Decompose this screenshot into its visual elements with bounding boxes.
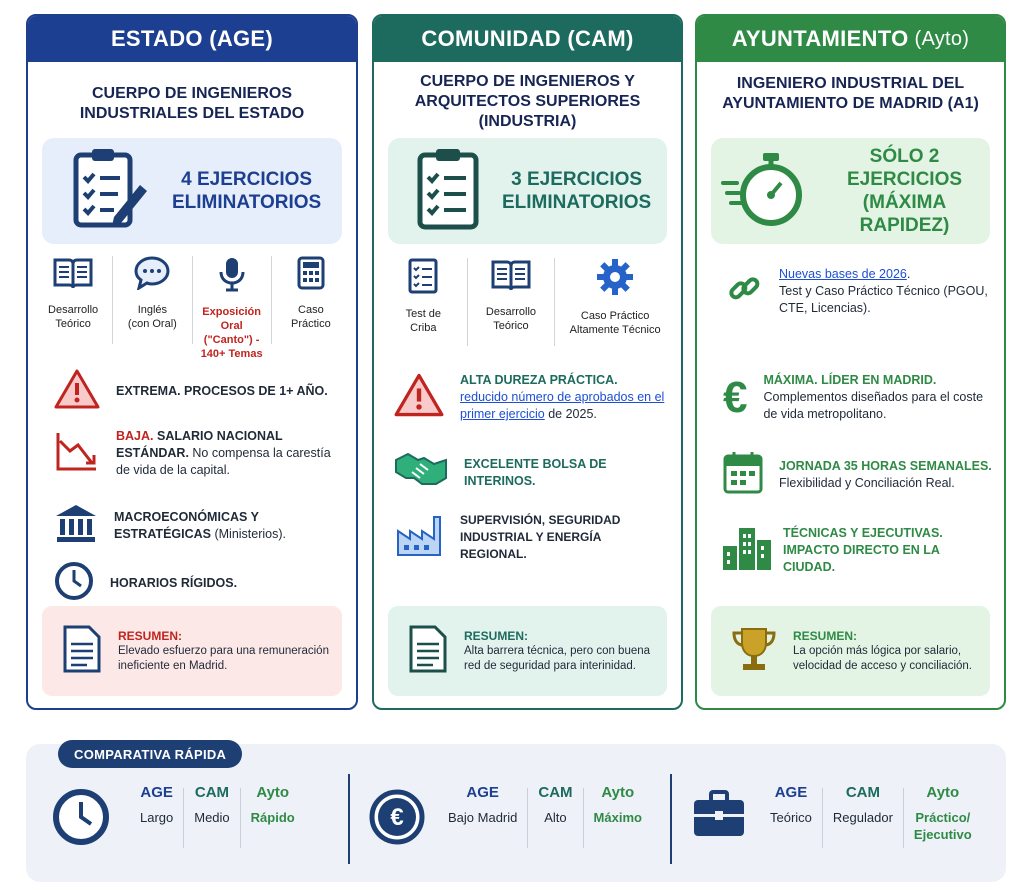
comparison-group-time: [52, 784, 305, 851]
document-icon: [408, 624, 448, 679]
comparison-group-role: [692, 784, 982, 848]
exercise-item: Desarrollo Teórico: [468, 258, 556, 346]
column-age: [26, 14, 358, 710]
euro-icon: €: [723, 372, 748, 422]
quick-comparison-title: COMPARATIVA RÁPIDA: [58, 740, 242, 768]
column-ayto: [695, 14, 1006, 710]
warning-icon: [394, 372, 444, 423]
column-cam: [372, 14, 683, 710]
svg-text:€: €: [390, 804, 404, 831]
clock-icon: [54, 561, 94, 606]
difficulty-row: EXTREMA. PROCESOS DE 1+ AÑO.: [54, 368, 346, 415]
schedule-row: HORARIOS RÍGIDOS.: [54, 561, 346, 606]
summary-box: RESUMEN: La opción más lógica por salario, velocidad de acceso y conciliación.: [711, 606, 990, 696]
chat-icon: [134, 256, 170, 295]
comparison-cell: AGE Teórico: [770, 784, 812, 825]
exercise-item: Caso Práctico: [272, 256, 350, 344]
briefcase-icon: [692, 790, 746, 845]
document-icon: [62, 624, 102, 679]
exercise-item: Exposición Oral ("Canto") - 140+ Temas: [193, 256, 272, 344]
column-title: ESTADO (AGE): [28, 16, 356, 62]
summary-box: RESUMEN: Alta barrera técnica, pero con buena red de seguridad para interinidad.: [388, 606, 667, 696]
salary-row: € MÁXIMA. LÍDER EN MADRID. Complementos diseñados para el coste de vida metropolitano.: [723, 372, 984, 422]
salary-row: BAJA. SALARIO NACIONAL ESTÁNDAR. No compensa la carestía de vida de la capital.: [54, 428, 346, 479]
functions-row: TÉCNICAS Y EJECUTIVAS. IMPACTO DIRECTO EN LA CIUDAD.: [721, 524, 994, 577]
bank-icon: [54, 502, 98, 549]
comparison-cell: CAM Regulador: [832, 784, 893, 825]
buildings-icon: [721, 524, 773, 577]
stopwatch-icon: [721, 149, 805, 234]
gear-icon: [596, 258, 634, 301]
book-icon: [491, 258, 531, 297]
clipboard-checklist-icon: [416, 147, 480, 236]
comparison-cell: CAM Medio: [194, 784, 230, 825]
comparison-group-salary: [368, 784, 652, 851]
hero-box: [42, 138, 342, 244]
link-icon: [727, 272, 761, 311]
hero-box: [388, 138, 667, 244]
column-subtitle: CUERPO DE INGENIEROS INDUSTRIALES DEL ESTADO: [79, 85, 305, 122]
column-title: AYUNTAMIENTO (Ayto): [697, 16, 1004, 62]
hero-text: 4 EJERCICIOS ELIMINATORIOS: [172, 169, 322, 213]
calendar-icon: [723, 450, 763, 499]
comparison-cell: Ayto Rápido: [250, 784, 295, 825]
comparison-cell: Ayto Máximo: [593, 784, 642, 825]
checklist-icon: [408, 258, 438, 299]
exercise-list: [34, 256, 350, 360]
column-subtitle: CUERPO DE INGENIEROS Y ARQUITECTOS SUPERIORES (INDUSTRIA): [414, 73, 641, 130]
hero-box: [711, 138, 990, 244]
book-icon: [53, 256, 93, 295]
schedule-row: JORNADA 35 HORAS SEMANALES. Flexibilidad y Conciliación Real.: [723, 450, 994, 499]
requirements-row: Nuevas bases de 2026. Test y Caso Práctico Técnico (PGOU, CTE, Licencias).: [727, 266, 994, 317]
comparison-cell: Ayto Práctico/ Ejecutivo: [913, 784, 972, 842]
functions-row: MACROECONÓMICAS Y ESTRATÉGICAS (Ministerios).: [54, 502, 346, 549]
exercise-item: Inglés (con Oral): [113, 256, 192, 344]
comparison-cell: CAM Alto: [538, 784, 573, 825]
difficulty-row: ALTA DUREZA PRÁCTICA. reducido número de aprobados en el primer ejercicio de 2025.: [394, 372, 671, 423]
summary-box: RESUMEN: Elevado esfuerzo para una remuneración ineficiente en Madrid.: [42, 606, 342, 696]
quick-comparison: [26, 744, 1006, 882]
column-subtitle: INGENIERO INDUSTRIAL DEL AYUNTAMIENTO DE MADRID (A1): [722, 75, 979, 112]
interim-row: EXCELENTE BOLSA DE INTERINOS.: [394, 450, 671, 495]
exercise-list: [380, 258, 675, 346]
calculator-icon: [297, 256, 325, 295]
euro-icon: [368, 788, 426, 851]
column-title: COMUNIDAD (CAM): [374, 16, 681, 62]
microphone-icon: [217, 256, 247, 297]
clock-icon: [52, 788, 110, 851]
factory-icon: [394, 513, 444, 562]
clipboard-pen-icon: [70, 147, 150, 236]
warning-icon: [54, 368, 100, 415]
comparison-cell: AGE Largo: [140, 784, 174, 825]
hero-text: SÓLO 2 EJERCICIOS (MÁXIMA RAPIDEZ): [846, 146, 963, 236]
exercise-item: Desarrollo Teórico: [34, 256, 113, 344]
chart-down-icon: [54, 429, 100, 478]
exercise-item: Caso Práctico Altamente Técnico: [555, 258, 675, 346]
comparison-cell: AGE Bajo Madrid: [448, 784, 518, 825]
functions-row: SUPERVISIÓN, SEGURIDAD INDUSTRIAL Y ENERGÍA REGIONAL.: [394, 512, 654, 563]
handshake-icon: [394, 450, 448, 495]
trophy-icon: [731, 625, 777, 678]
hero-text: 3 EJERCICIOS ELIMINATORIOS: [502, 169, 652, 213]
exercise-item: Test de Criba: [380, 258, 468, 346]
